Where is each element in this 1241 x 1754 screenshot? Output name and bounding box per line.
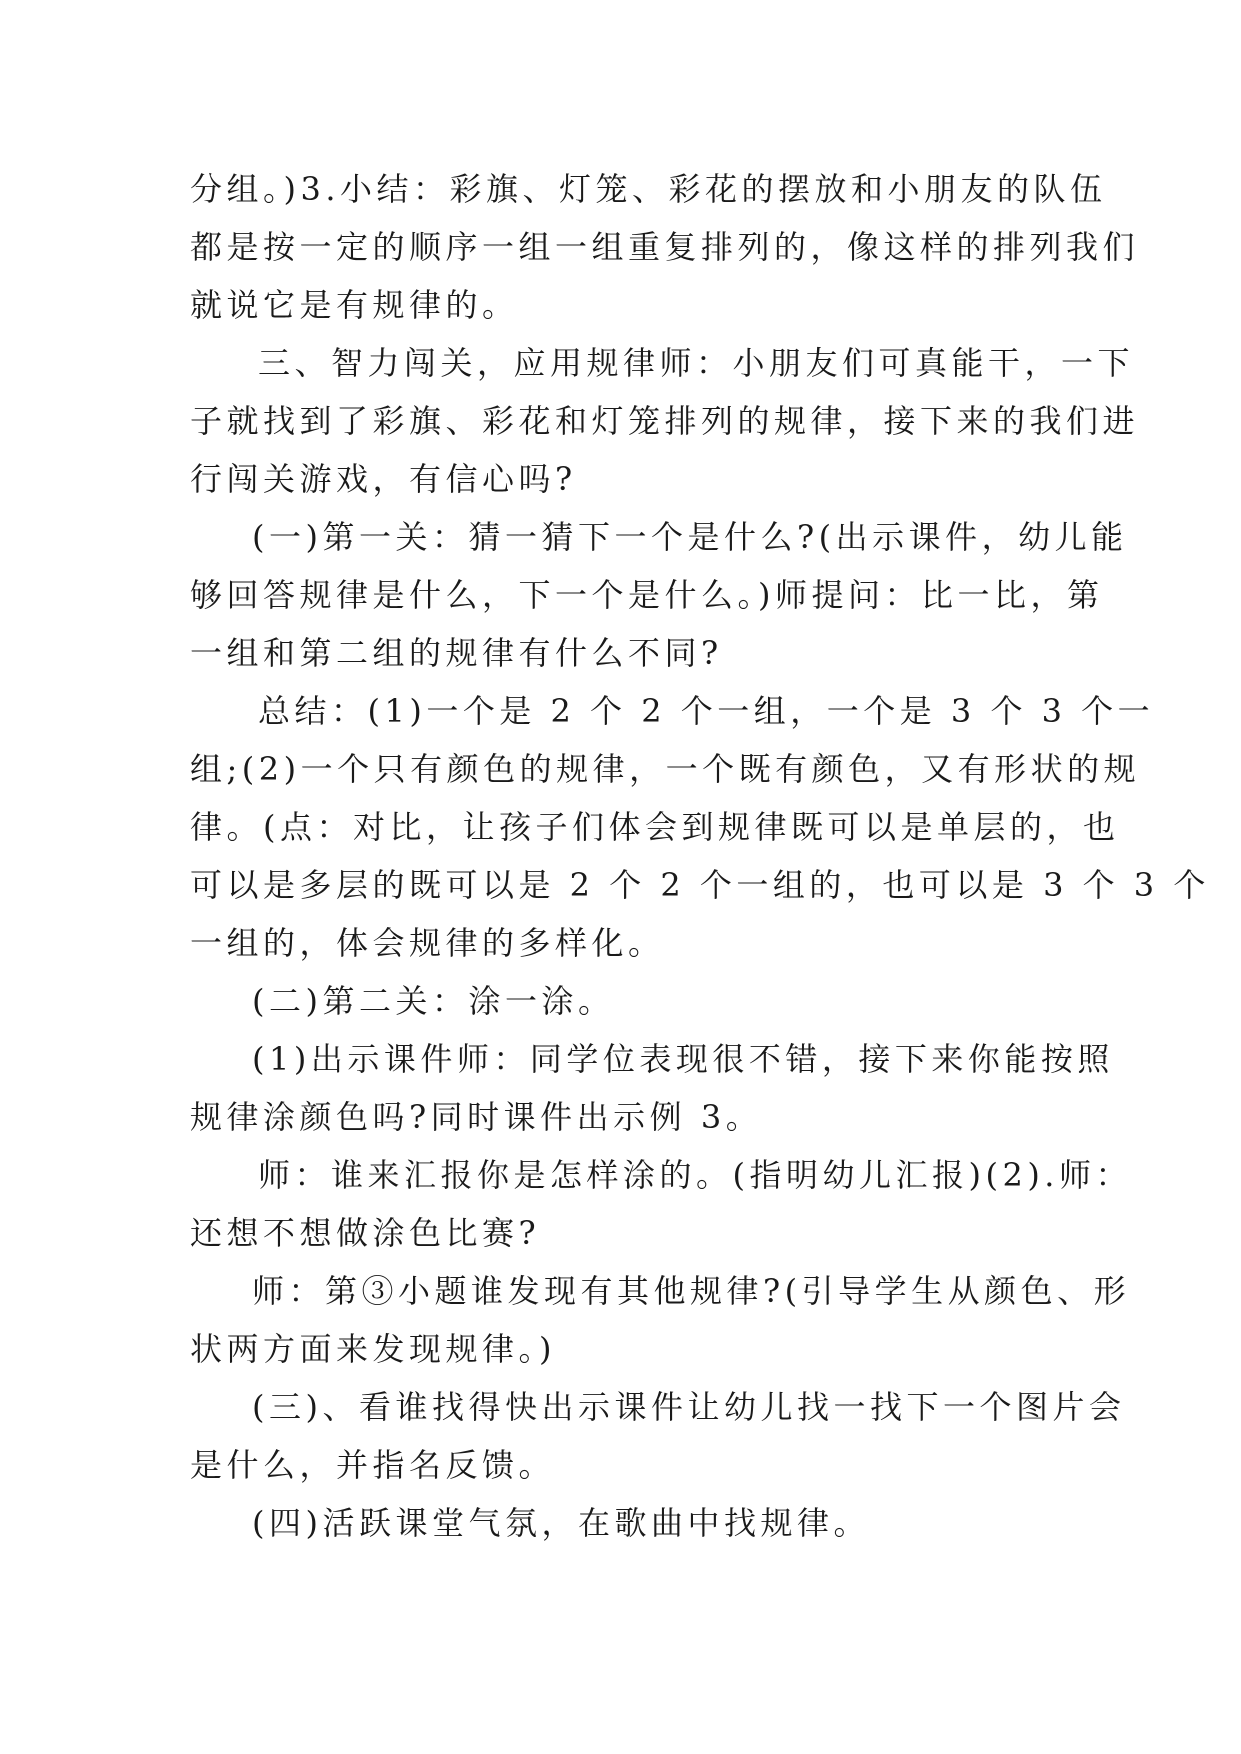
text-line: 三、智力闯关，应用规律师：小朋友们可真能干，一下 bbox=[258, 344, 1135, 382]
text-line: 行闯关游戏，有信心吗? bbox=[190, 460, 577, 498]
text-line: 是什么，并指名反馈。 bbox=[190, 1446, 556, 1484]
text-line: 师：第③小题谁发现有其他规律?(引导学生从颜色、形 bbox=[252, 1272, 1131, 1310]
text-line: 够回答规律是什么，下一个是什么。)师提问：比一比，第 bbox=[190, 576, 1104, 614]
text-line: (1)出示课件师：同学位表现很不错，接下来你能按照 bbox=[252, 1040, 1114, 1078]
text-line: 一组的，体会规律的多样化。 bbox=[190, 924, 665, 962]
text-line: 状两方面来发现规律。) bbox=[190, 1330, 556, 1368]
text-line: 可以是多层的既可以是 2 个 2 个一组的，也可以是 3 个 3 个 bbox=[190, 866, 1210, 904]
text-line: 就说它是有规律的。 bbox=[190, 286, 519, 324]
text-line: (三)、看谁找得快出示课件让幼儿找一找下一个图片会 bbox=[252, 1388, 1126, 1426]
text-line: (二)第二关：涂一涂。 bbox=[252, 982, 615, 1020]
text-line: 规律涂颜色吗?同时课件出示例 3。 bbox=[190, 1098, 763, 1136]
text-line: 师：谁来汇报你是怎样涂的。(指明幼儿汇报)(2).师： bbox=[258, 1156, 1132, 1194]
document-body bbox=[190, 160, 1210, 1552]
text-line: 子就找到了彩旗、彩花和灯笼排列的规律，接下来的我们进 bbox=[190, 402, 1140, 440]
text-line: 律。(点：对比，让孩子们体会到规律既可以是单层的，也 bbox=[190, 808, 1120, 846]
text-line: 分组。)3.小结：彩旗、灯笼、彩花的摆放和小朋友的队伍 bbox=[190, 170, 1107, 208]
text-line: 一组和第二组的规律有什么不同? bbox=[190, 634, 723, 672]
text-line: 都是按一定的顺序一组一组重复排列的，像这样的排列我们 bbox=[190, 228, 1140, 266]
text-line: 组;(2)一个只有颜色的规律，一个既有颜色，又有形状的规 bbox=[190, 750, 1141, 788]
text-line: (四)活跃课堂气氛，在歌曲中找规律。 bbox=[252, 1504, 870, 1542]
text-line: 还想不想做涂色比赛? bbox=[190, 1214, 541, 1252]
text-line: (一)第一关：猜一猜下一个是什么?(出示课件，幼儿能 bbox=[252, 518, 1128, 556]
text-line: 总结：(1)一个是 2 个 2 个一组，一个是 3 个 3 个一 bbox=[258, 692, 1155, 730]
